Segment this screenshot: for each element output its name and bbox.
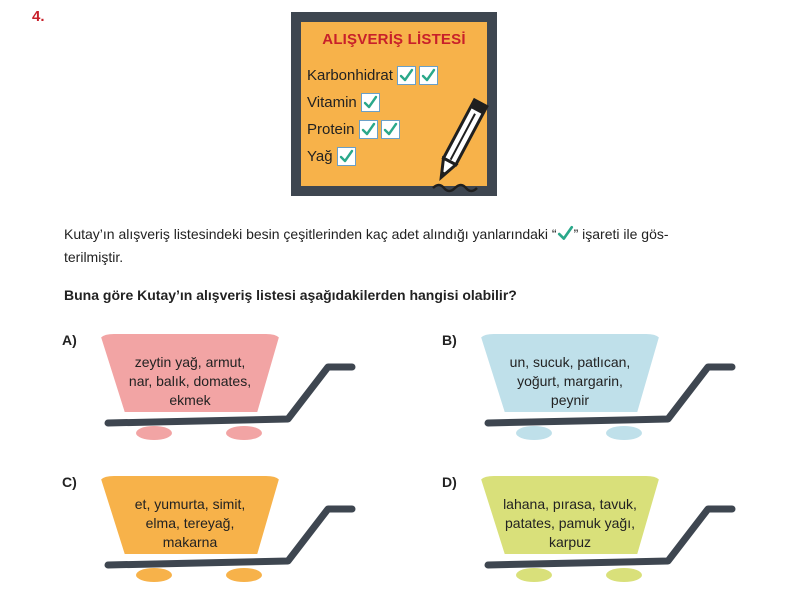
check-mark-icon xyxy=(557,225,574,247)
shopping-list-item-label: Yağ xyxy=(307,148,333,165)
cart-food-line: patates, pamuk yağı, xyxy=(505,514,635,531)
option-d-cart[interactable] xyxy=(470,475,740,587)
info-text-part3: terilmiştir. xyxy=(64,249,124,265)
option-b-letter: B) xyxy=(442,332,457,348)
cart-text xyxy=(102,487,278,559)
cart-text xyxy=(482,345,658,417)
cart-food-line: makarna xyxy=(162,533,218,550)
check-box-icon xyxy=(419,66,438,85)
pencil-icon xyxy=(431,90,493,196)
cart-food-line: ekmek xyxy=(169,391,211,408)
check-box-icon xyxy=(381,120,400,139)
cart-food-line: karpuz xyxy=(548,533,592,550)
check-box-icon xyxy=(359,120,378,139)
option-a-cart[interactable] xyxy=(90,333,360,445)
shopping-list-paper xyxy=(301,22,487,186)
shopping-list-row xyxy=(307,62,441,89)
question-number: 4. xyxy=(32,8,45,25)
question-text: Buna göre Kutay’ın alışveriş listesi aşağıdakilerden hangisi olabilir? xyxy=(64,287,517,303)
shopping-list-card xyxy=(291,12,497,196)
cart-food-line: zeytin yağ, armut, xyxy=(134,353,246,370)
shopping-list-row xyxy=(307,89,441,116)
cart-food-line: nar, balık, domates, xyxy=(128,372,252,389)
option-a-letter: A) xyxy=(62,332,77,348)
shopping-list-item-label: Protein xyxy=(307,121,355,138)
shopping-list-title: ALIŞVERİŞ LİSTESİ xyxy=(322,31,466,48)
info-text-part1: Kutay’ın alışveriş listesindeki besin çeşitlerinden kaç adet alındığı yanlarındaki “ xyxy=(64,226,557,242)
shopping-list-row xyxy=(307,143,441,170)
shopping-list-item-label: Vitamin xyxy=(307,94,357,111)
shopping-list-item-label: Karbonhidrat xyxy=(307,67,393,84)
info-text-part2: ” işareti ile gös- xyxy=(573,226,669,242)
check-box-icon xyxy=(337,147,356,166)
cart-food-line: peynir xyxy=(550,391,590,408)
check-box-icon xyxy=(397,66,416,85)
cart-food-line: et, yumurta, simit, xyxy=(134,495,246,512)
check-box-icon xyxy=(361,93,380,112)
info-paragraph xyxy=(64,224,774,267)
option-c-letter: C) xyxy=(62,474,77,490)
option-b-cart[interactable] xyxy=(470,333,740,445)
cart-text xyxy=(482,487,658,559)
cart-food-line: un, sucuk, patlıcan, xyxy=(509,353,631,370)
shopping-list-items xyxy=(307,62,441,170)
shopping-list-row xyxy=(307,116,441,143)
option-d-letter: D) xyxy=(442,474,457,490)
cart-food-line: lahana, pırasa, tavuk, xyxy=(503,495,637,512)
cart-food-line: elma, tereyağ, xyxy=(145,514,235,531)
cart-text xyxy=(102,345,278,417)
cart-food-line: yoğurt, margarin, xyxy=(517,372,623,389)
option-c-cart[interactable] xyxy=(90,475,360,587)
